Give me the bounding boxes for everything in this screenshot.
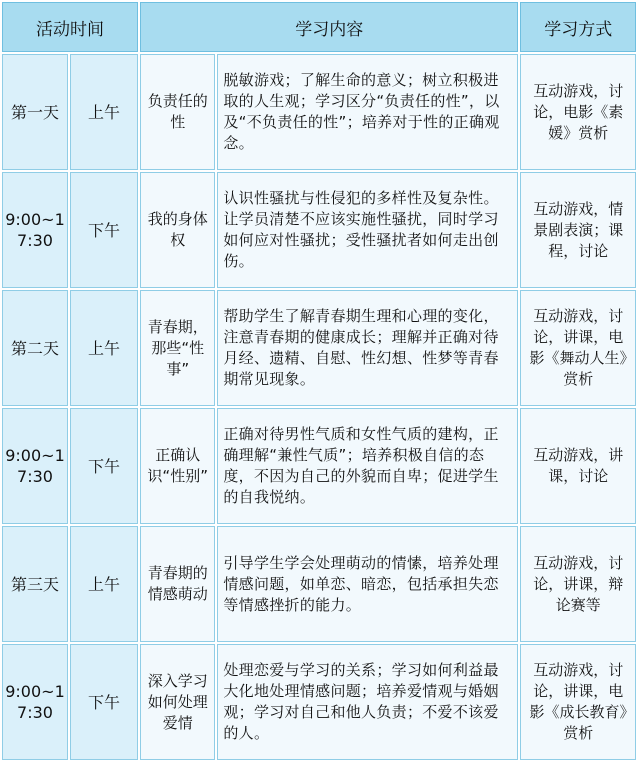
day-cell: 第三天: [2, 526, 68, 642]
content-cell: 脱敏游戏；了解生命的意义；树立积极进取的人生观；学习区分“负责任的性”，以及“不负责任的性”；培养对于性的正确观念。: [217, 54, 518, 170]
topic-cell: 青春期，那些“性事”: [140, 290, 215, 406]
topic-cell: 深入学习如何处理爱情: [140, 644, 215, 760]
session-cell: 下午: [70, 644, 138, 760]
day-cell: 9:00~17:30: [2, 172, 68, 288]
session-cell: 上午: [70, 54, 138, 170]
session-cell: 上午: [70, 526, 138, 642]
session-cell: 下午: [70, 408, 138, 524]
method-cell: 互动游戏，讨论，讲课，辩论赛等: [520, 526, 636, 642]
content-cell: 帮助学生了解青春期生理和心理的变化，注意青春期的健康成长；理解并正确对待月经、遗精、自慰、性幻想、性梦等青春期常见现象。: [217, 290, 518, 406]
content-cell: 正确对待男性气质和女性气质的建构，正确理解“兼性气质”；培养积极自信的态度，不因为自己的外貌而自卑；促进学生的自我悦纳。: [217, 408, 518, 524]
day-cell: 第一天: [2, 54, 68, 170]
session-cell: 下午: [70, 172, 138, 288]
topic-cell: 正确认识“性别”: [140, 408, 215, 524]
table-row: [2, 644, 636, 760]
day-cell: 9:00~17:30: [2, 408, 68, 524]
topic-cell: 我的身体权: [140, 172, 215, 288]
topic-cell: 负责任的性: [140, 54, 215, 170]
header-learning-content: 学习内容: [140, 2, 518, 52]
session-cell: 上午: [70, 290, 138, 406]
content-cell: 处理恋爱与学习的关系；学习如何利益最大化地处理情感问题；培养爱情观与婚姻观；学习对自己和他人负责；不爱不该爱的人。: [217, 644, 518, 760]
table-row: [2, 54, 636, 170]
day-cell: 9:00~17:30: [2, 644, 68, 760]
table-row: [2, 408, 636, 524]
header-activity-time: 活动时间: [2, 2, 138, 52]
table-row: [2, 172, 636, 288]
content-cell: 认识性骚扰与性侵犯的多样性及复杂性。让学员清楚不应该实施性骚扰，同时学习如何应对性骚扰；受性骚扰者如何走出创伤。: [217, 172, 518, 288]
table-row: [2, 290, 636, 406]
method-cell: 互动游戏，讨论，讲课，电影《舞动人生》赏析: [520, 290, 636, 406]
topic-cell: 青春期的情感萌动: [140, 526, 215, 642]
header-row: [2, 2, 636, 52]
day-cell: 第二天: [2, 290, 68, 406]
method-cell: 互动游戏，讨论，讲课，电影《成长教育》赏析: [520, 644, 636, 760]
header-learning-method: 学习方式: [520, 2, 636, 52]
table-row: [2, 526, 636, 642]
content-cell: 引导学生学会处理萌动的情愫，培养处理情感问题，如单恋、暗恋，包括承担失恋等情感挫折的能力。: [217, 526, 518, 642]
method-cell: 互动游戏，情景剧表演；课程，讨论: [520, 172, 636, 288]
method-cell: 互动游戏，讨论，电影《素媛》赏析: [520, 54, 636, 170]
method-cell: 互动游戏，讲课，讨论: [520, 408, 636, 524]
